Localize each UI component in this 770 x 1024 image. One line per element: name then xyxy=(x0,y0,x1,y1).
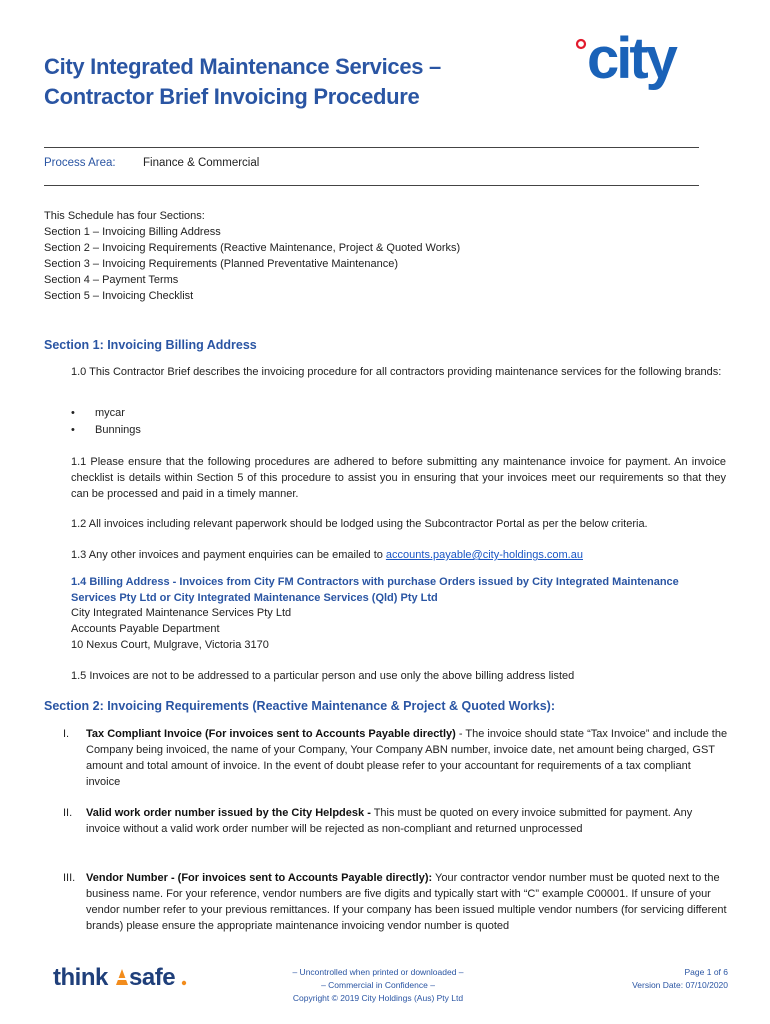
list-item xyxy=(71,422,141,439)
section2-heading: Section 2: Invoicing Requirements (Reactive Maintenance & Project & Quoted Works): xyxy=(44,699,555,713)
divider-bottom xyxy=(44,185,699,186)
para-1-1: 1.1 Please ensure that the following procedures are adhered to before submitting any maintenance invoice for payment. An invoice checklist is details within Section 5 of this procedure to assist you in ensuring that your invoices meet our requirements so that they can be processed and paid in a timely manner. xyxy=(71,456,726,500)
footer-line: Copyright © 2019 City Holdings (Aus) Pty Ltd xyxy=(292,993,464,1003)
thinksafe-logo xyxy=(53,960,193,994)
version-date: Version Date: 07/10/2020 xyxy=(632,980,728,990)
brand-name: mycar xyxy=(95,407,125,419)
brand-name: Bunnings xyxy=(95,424,141,436)
schedule-item: Section 3 – Invoicing Requirements (Planned Preventative Maintenance) xyxy=(44,258,399,270)
schedule-item: Section 5 – Invoicing Checklist xyxy=(44,290,194,302)
item-text: Your contractor vendor number must be quoted next to the business name. For your reference, vendor numbers are five digits and typically start with “C” example C00001. If unsure of your vendor number refer to your previous remittances. If your company has been issued multiple vendor numbers (for servicing different brands) please ensure the appropriate maintenance invoicing vendor number is quoted xyxy=(86,872,727,932)
title-line-1: City Integrated Maintenance Services – xyxy=(44,54,441,79)
logo-dot xyxy=(577,40,585,48)
section1-heading: Section 1: Invoicing Billing Address xyxy=(44,338,257,352)
email-link[interactable]: accounts.payable@city-holdings.com.au xyxy=(385,549,583,561)
para-1-4-heading: 1.4 Billing Address - Invoices from City FM Contractors with purchase Orders issued by City Integrated Maintenance Services Pty Ltd or City Integrated Maintenance Services (Qld) Pty Ltd xyxy=(71,576,679,604)
item-number: III. xyxy=(63,872,76,884)
item-number: II. xyxy=(63,807,73,819)
divider-top xyxy=(44,147,699,148)
requirement-item xyxy=(63,870,728,934)
para-1-3-text: 1.3 Any other invoices and payment enquiries can be emailed to xyxy=(71,549,386,561)
logo-think: think xyxy=(53,964,108,991)
address-line: 10 Nexus Court, Mulgrave, Victoria 3170 xyxy=(71,639,269,651)
schedule-intro: This Schedule has four Sections: xyxy=(44,210,205,222)
para-1-2: 1.2 All invoices including relevant paperwork should be lodged using the Subcontractor Portal as per the below criteria. xyxy=(71,518,648,530)
item-text: - The invoice should state “Tax Invoice” and include the Company being invoiced, the name of your Company, Your Company ABN number, invoice date, net amount being charged, GST amount and total amount of invoice. In the event of doubt please refer to your accountant for requirements of a tax compliant invoice xyxy=(86,728,728,788)
logo-safe: safe xyxy=(129,964,176,991)
logo-text: city xyxy=(587,26,675,91)
address-line: City Integrated Maintenance Services Pty Ltd xyxy=(71,607,292,619)
title-line-2: Contractor Brief Invoicing Procedure xyxy=(44,84,420,109)
brand-list xyxy=(71,405,141,439)
page-title xyxy=(44,52,564,112)
para-1-3 xyxy=(71,547,726,563)
bullet-icon: • xyxy=(71,424,75,436)
bullet-icon: • xyxy=(71,407,75,419)
item-title: Tax Compliant Invoice (For invoices sent to Accounts Payable directly) xyxy=(86,728,456,740)
requirement-item xyxy=(63,805,728,837)
footer-line: – Uncontrolled when printed or downloaded – xyxy=(292,967,464,977)
address-line: Accounts Payable Department xyxy=(71,623,220,635)
process-area-value: Finance & Commercial xyxy=(143,157,260,169)
process-area xyxy=(44,157,259,169)
item-text: This must be quoted on every invoice submitted for payment. Any invoice without a valid work order number will be rejected as non-compliant and returned unprocessed xyxy=(86,807,693,835)
para-1-0: 1.0 This Contractor Brief describes the invoicing procedure for all contractors providing maintenance services for the following brands: xyxy=(71,366,722,378)
cone-icon xyxy=(116,969,128,985)
para-1-5: 1.5 Invoices are not to be addressed to a particular person and use only the above billing address listed xyxy=(71,670,575,682)
list-item xyxy=(71,405,141,422)
logo-dot xyxy=(182,981,186,985)
footer-page-info xyxy=(600,966,728,992)
cone-stripe xyxy=(117,978,127,980)
page-number: Page 1 of 6 xyxy=(684,967,728,977)
billing-address xyxy=(71,605,726,653)
item-title: Vendor Number - (For invoices sent to Accounts Payable directly): xyxy=(86,872,433,884)
schedule-item: Section 2 – Invoicing Requirements (Reactive Maintenance, Project & Quoted Works) xyxy=(44,242,461,254)
requirement-item xyxy=(63,726,728,790)
footer-line: – Commercial in Confidence – xyxy=(321,980,435,990)
city-logo xyxy=(575,24,715,104)
item-title: Valid work order number issued by the City Helpdesk - xyxy=(86,807,371,819)
schedule-item: Section 4 – Payment Terms xyxy=(44,274,179,286)
footer-notice xyxy=(250,966,506,1005)
process-area-label: Process Area: xyxy=(44,157,116,169)
schedule-item: Section 1 – Invoicing Billing Address xyxy=(44,226,221,238)
schedule-list xyxy=(44,208,460,304)
item-number: I. xyxy=(63,728,70,740)
